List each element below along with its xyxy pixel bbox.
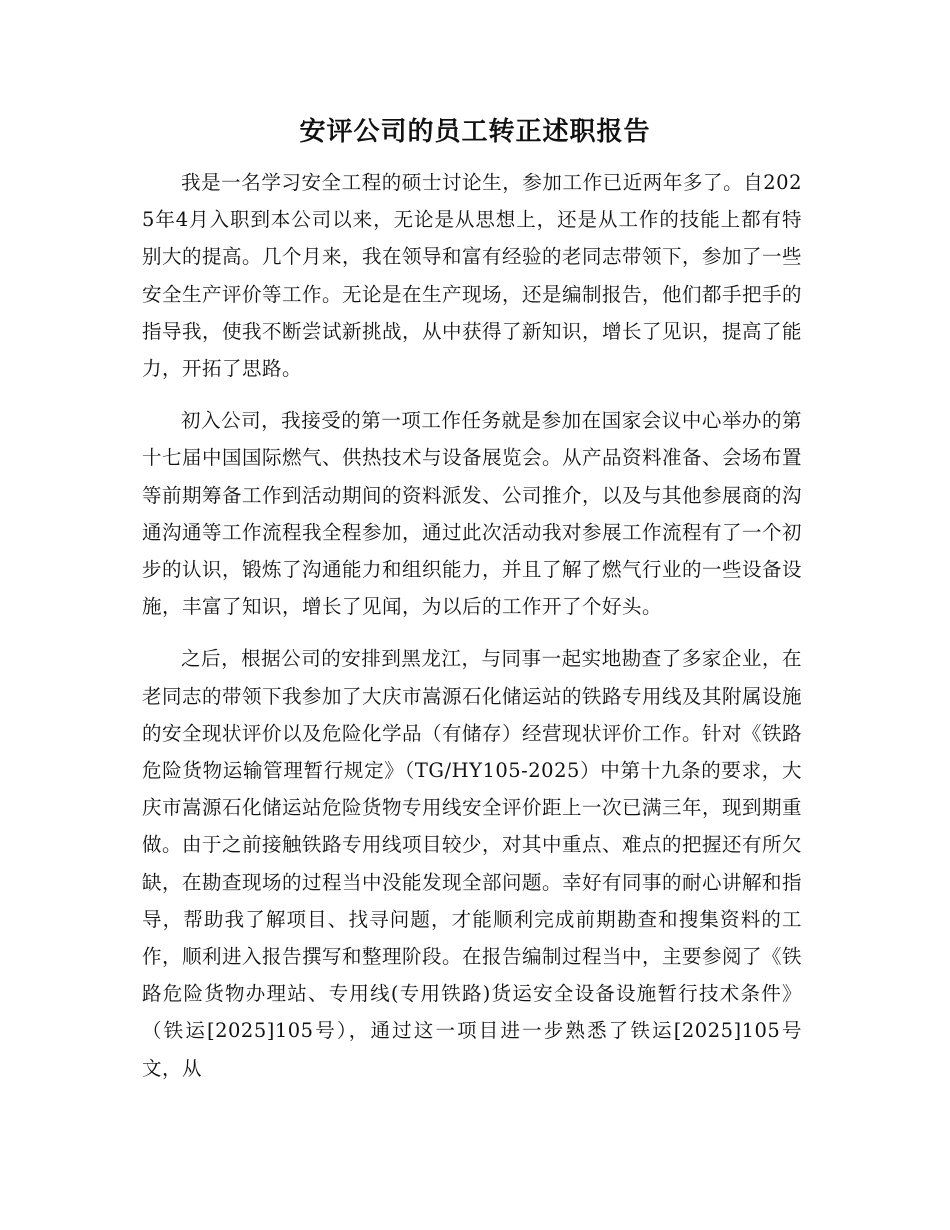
paragraph-1: 我是一名学习安全工程的硕士讨论生，参加工作已近两年多了。自2025年4月入职到本公司以来，无论是从思想上，还是从工作的技能上都有特别大的提高。几个月来，我在领导和富有经验的老同志带领下，参加了一些安全生产评价等工作。无论是在生产现场，还是编制报告，他们都手把手的指导我，使我不断尝试新挑战，从中获得了新知识，增长了见识，提高了能力，开拓了思路。 <box>142 171 803 381</box>
paragraph-2: 初入公司，我接受的第一项工作任务就是参加在国家会议中心举办的第十七届中国国际燃气、供热技术与设备展览会。从产品资料准备、会场布置等前期筹备工作到活动期间的资料派发、公司推介，以及与其他参展商的沟通沟通等工作流程我全程参加，通过此次活动我对参展工作流程有了一个初步的认识，锻炼了沟通能力和组织能力，并且了解了燃气行业的一些设备设施，丰富了知识，增长了见闻，为以后的工作开了个好头。 <box>142 409 803 619</box>
paragraph-3: 之后，根据公司的安排到黑龙江，与同事一起实地勘查了多家企业，在老同志的带领下我参加了大庆市嵩源石化储运站的铁路专用线及其附属设施的安全现状评价以及危险化学品（有储存）经营现状评价工作。针对《铁路危险货物运输管理暂行规定》（TG/HY105-2025）中第十九条的要求，大庆市嵩源石化储运站危险货物专用线安全评价距上一次已满三年，现到期重做。由于之前接触铁路专用线项目较少，对其中重点、难点的把握还有所欠缺，在勘查现场的过程当中没能发现全部问题。幸好有同事的耐心讲解和指导，帮助我了解项目、找寻问题，才能顺利完成前期勘查和搜集资料的工作，顺利进入报告撰写和整理阶段。在报告编制过程当中，主要参阅了《铁路危险货物办理站、专用线(专用铁路)货运安全设备设施暂行技术条件》（铁运[2025]105号），通过这一项目进一步熟悉了铁运[2025]105号文，从 <box>142 647 803 1080</box>
document-body <box>142 164 802 1102</box>
document-title: 安评公司的员工转正述职报告 <box>299 117 651 147</box>
